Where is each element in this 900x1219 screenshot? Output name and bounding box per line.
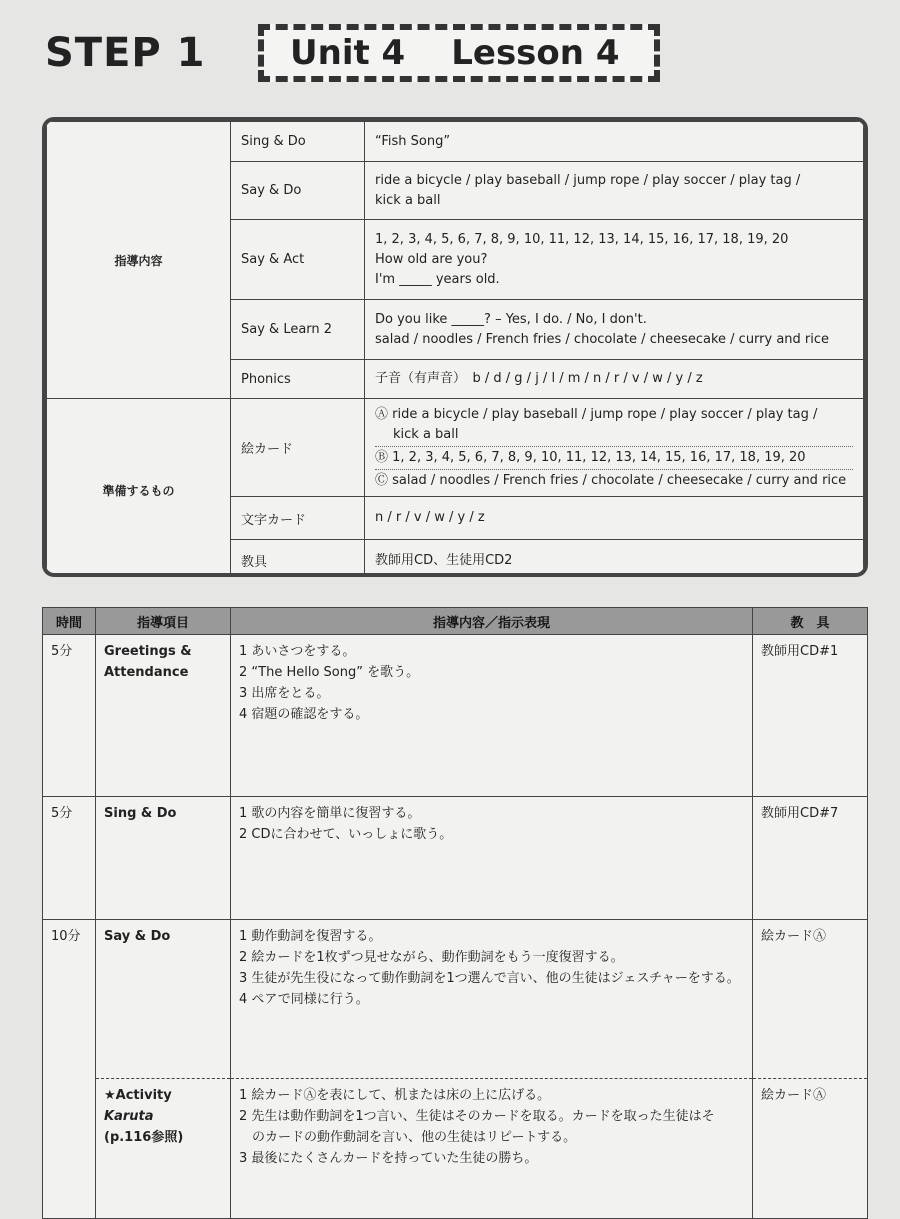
row-content: “Fish Song”	[375, 133, 451, 149]
step: 3 最後にたくさんカードを持っていた生徒の勝ち。	[239, 1151, 538, 1166]
row-content: How old are you?	[375, 251, 488, 267]
table-row	[43, 797, 868, 920]
overview-table	[42, 117, 868, 577]
table-row	[43, 920, 868, 1079]
group-label: 指導内容	[47, 122, 231, 399]
group-label: 準備するもの	[47, 399, 231, 578]
header-time: 時間	[43, 608, 96, 635]
step: 3 出席をとる。	[239, 686, 330, 701]
row-content: salad / noodles / French fries / chocolate / cheesecake / curry and rice	[375, 331, 830, 347]
row-content: I'm _____ years old.	[375, 271, 500, 287]
tools: 教師用CD#1	[753, 635, 868, 797]
row-label: Say & Do	[231, 162, 365, 220]
step: 1 動作動詞を復習する。	[239, 929, 382, 944]
row-label: 絵カード	[231, 399, 365, 497]
time: 5分	[43, 797, 96, 920]
item: Attendance	[104, 665, 189, 680]
row-content: 教師用CD、生徒用CD2	[375, 552, 513, 568]
activity-row	[43, 1079, 868, 1219]
step-label: STEP 1	[45, 30, 206, 76]
step: 4 宿題の確認をする。	[239, 707, 369, 722]
header-tools: 教 具	[753, 608, 868, 635]
item: Greetings &	[104, 644, 192, 659]
step: 1 あいさつをする。	[239, 644, 356, 659]
row-label: 教具	[231, 540, 365, 578]
item: Say & Do	[104, 929, 171, 944]
activity-title: ★Activity	[104, 1088, 172, 1103]
row-label: Phonics	[231, 360, 365, 399]
time: 10分	[43, 920, 96, 1219]
row-content: kick a ball	[393, 426, 459, 442]
activity-ref: (p.116参照)	[104, 1130, 184, 1145]
row-content: Ⓑ 1, 2, 3, 4, 5, 6, 7, 8, 9, 10, 11, 12, 13, 14, 15, 16, 17, 18, 19, 20	[375, 449, 806, 465]
time: 5分	[43, 635, 96, 797]
table-row	[43, 635, 868, 797]
tools: 絵カードⒶ	[753, 1079, 868, 1219]
row-content: Do you like _____? – Yes, I do. / No, I don't.	[375, 311, 647, 327]
lesson-plan-table	[42, 607, 868, 1219]
row-label: Say & Learn 2	[231, 300, 365, 360]
row-content: Ⓐ ride a bicycle / play baseball / jump rope / play soccer / play tag /	[375, 406, 818, 422]
step: 2 CDに合わせて、いっしょに歌う。	[239, 827, 453, 842]
row-content: Ⓒ salad / noodles / French fries / chocolate / cheesecake / curry and rice	[375, 472, 847, 488]
step: 2 先生は動作動詞を1つ言い、生徒はそのカードを取る。カードを取った生徒はそ	[239, 1109, 715, 1124]
step: 4 ペアで同様に行う。	[239, 992, 369, 1007]
lesson-label: Lesson 4	[451, 33, 620, 73]
step: のカードの動作動詞を言い、他の生徒はリピートする。	[239, 1130, 577, 1145]
activity-name: Karuta	[104, 1109, 154, 1124]
step: 1 歌の内容を簡単に復習する。	[239, 806, 421, 821]
row-content: 子音（有声音） b / d / g / j / l / m / n / r / v / w / y / z	[375, 371, 703, 386]
row-label: 文字カード	[231, 497, 365, 540]
row-content: n / r / v / w / y / z	[375, 510, 485, 525]
unit-lesson-title	[258, 24, 660, 82]
step: 3 生徒が先生役になって動作動詞を1つ選んで言い、他の生徒はジェスチャーをする。	[239, 971, 740, 986]
tools: 教師用CD#7	[753, 797, 868, 920]
tools: 絵カードⒶ	[753, 920, 868, 1079]
step: 2 “The Hello Song” を歌う。	[239, 665, 420, 680]
row-label: Sing & Do	[231, 122, 365, 162]
step: 2 絵カードを1枚ずつ見せながら、動作動詞をもう一度復習する。	[239, 950, 624, 965]
header-content: 指導内容／指示表現	[231, 608, 753, 635]
step: 1 絵カードⒶを表にして、机または床の上に広げる。	[239, 1088, 551, 1103]
header-item: 指導項目	[96, 608, 231, 635]
row-label: Say & Act	[231, 220, 365, 300]
item: Sing & Do	[104, 806, 177, 821]
row-content: ride a bicycle / play baseball / jump rope / play soccer / play tag /	[375, 172, 801, 188]
row-content: 1, 2, 3, 4, 5, 6, 7, 8, 9, 10, 11, 12, 13, 14, 15, 16, 17, 18, 19, 20	[375, 231, 789, 247]
unit-label: Unit 4	[290, 33, 406, 73]
row-content: kick a ball	[375, 192, 441, 208]
